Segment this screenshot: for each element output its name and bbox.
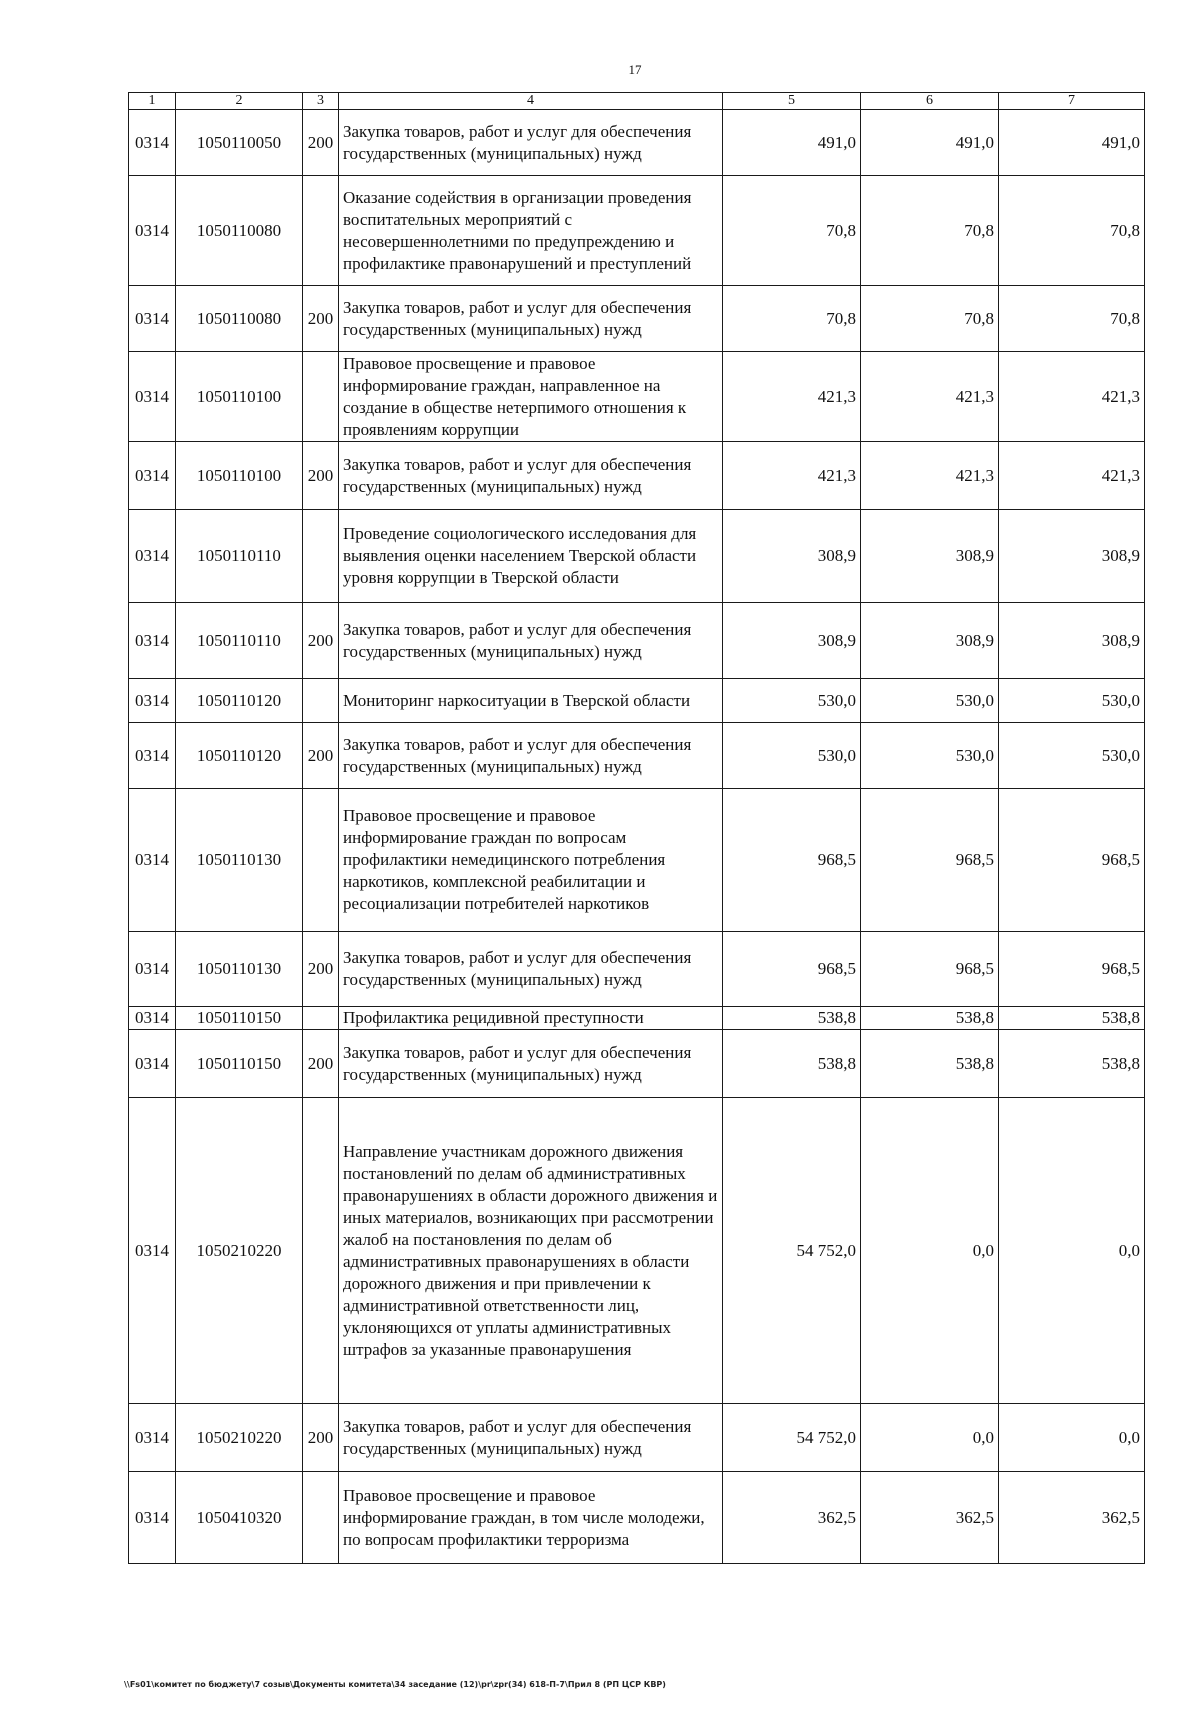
table-row <box>129 789 1145 932</box>
amount-col7: 70,8 <box>999 176 1145 286</box>
column-header: 6 <box>861 93 999 110</box>
item-name: Правовое просвещение и правовое информирование граждан, направленное на создание в обществе нетерпимого отношения к проявлениям коррупции <box>339 352 723 442</box>
expense-kind-code: 200 <box>303 1404 339 1472</box>
section-code: 0314 <box>129 1404 176 1472</box>
amount-col7: 0,0 <box>999 1404 1145 1472</box>
column-header: 3 <box>303 93 339 110</box>
column-number-row <box>129 93 1145 110</box>
amount-col7: 968,5 <box>999 932 1145 1007</box>
section-code: 0314 <box>129 176 176 286</box>
amount-col6: 362,5 <box>861 1472 999 1564</box>
item-name: Мониторинг наркоситуации в Тверской области <box>339 679 723 723</box>
table-row <box>129 510 1145 603</box>
amount-col5: 54 752,0 <box>723 1098 861 1404</box>
item-name: Профилактика рецидивной преступности <box>339 1007 723 1030</box>
expense-kind-code <box>303 176 339 286</box>
amount-col5: 530,0 <box>723 679 861 723</box>
item-name: Проведение социологического исследования для выявления оценки населением Тверской области уровня коррупции в Тверской области <box>339 510 723 603</box>
amount-col5: 421,3 <box>723 352 861 442</box>
target-article-code: 1050110130 <box>176 932 303 1007</box>
table-row <box>129 442 1145 510</box>
expense-kind-code <box>303 352 339 442</box>
expense-kind-code <box>303 679 339 723</box>
expense-kind-code: 200 <box>303 110 339 176</box>
table-row <box>129 1030 1145 1098</box>
amount-col6: 308,9 <box>861 510 999 603</box>
column-header: 7 <box>999 93 1145 110</box>
amount-col5: 70,8 <box>723 286 861 352</box>
section-code: 0314 <box>129 352 176 442</box>
amount-col5: 538,8 <box>723 1007 861 1030</box>
expense-kind-code <box>303 510 339 603</box>
amount-col6: 968,5 <box>861 932 999 1007</box>
expense-kind-code: 200 <box>303 603 339 679</box>
amount-col5: 538,8 <box>723 1030 861 1098</box>
table-row <box>129 286 1145 352</box>
target-article-code: 1050110110 <box>176 603 303 679</box>
amount-col5: 968,5 <box>723 789 861 932</box>
amount-col5: 530,0 <box>723 723 861 789</box>
amount-col6: 538,8 <box>861 1030 999 1098</box>
expense-kind-code: 200 <box>303 442 339 510</box>
amount-col7: 530,0 <box>999 723 1145 789</box>
section-code: 0314 <box>129 110 176 176</box>
amount-col7: 308,9 <box>999 603 1145 679</box>
table-row <box>129 110 1145 176</box>
item-name: Закупка товаров, работ и услуг для обеспечения государственных (муниципальных) нужд <box>339 110 723 176</box>
table-row <box>129 932 1145 1007</box>
expense-kind-code <box>303 1098 339 1404</box>
expense-kind-code <box>303 789 339 932</box>
amount-col5: 421,3 <box>723 442 861 510</box>
amount-col7: 0,0 <box>999 1098 1145 1404</box>
column-header: 1 <box>129 93 176 110</box>
target-article-code: 1050110150 <box>176 1007 303 1030</box>
table-row <box>129 1404 1145 1472</box>
expense-kind-code: 200 <box>303 932 339 1007</box>
section-code: 0314 <box>129 932 176 1007</box>
expense-kind-code: 200 <box>303 286 339 352</box>
amount-col6: 0,0 <box>861 1404 999 1472</box>
target-article-code: 1050410320 <box>176 1472 303 1564</box>
amount-col7: 491,0 <box>999 110 1145 176</box>
amount-col7: 538,8 <box>999 1007 1145 1030</box>
target-article-code: 1050210220 <box>176 1404 303 1472</box>
section-code: 0314 <box>129 603 176 679</box>
page-number: 17 <box>628 62 642 77</box>
amount-col7: 538,8 <box>999 1030 1145 1098</box>
item-name: Оказание содействия в организации проведения воспитательных мероприятий с несовершеннолетними по предупреждению и профилактике правонарушений и преступлений <box>339 176 723 286</box>
section-code: 0314 <box>129 789 176 932</box>
amount-col5: 491,0 <box>723 110 861 176</box>
amount-col6: 0,0 <box>861 1098 999 1404</box>
item-name: Закупка товаров, работ и услуг для обеспечения государственных (муниципальных) нужд <box>339 603 723 679</box>
table-row <box>129 176 1145 286</box>
amount-col5: 362,5 <box>723 1472 861 1564</box>
target-article-code: 1050110150 <box>176 1030 303 1098</box>
amount-col6: 308,9 <box>861 603 999 679</box>
amount-col6: 70,8 <box>861 176 999 286</box>
amount-col6: 491,0 <box>861 110 999 176</box>
target-article-code: 1050110100 <box>176 442 303 510</box>
table-row <box>129 603 1145 679</box>
item-name: Закупка товаров, работ и услуг для обеспечения государственных (муниципальных) нужд <box>339 1030 723 1098</box>
amount-col6: 421,3 <box>861 352 999 442</box>
amount-col7: 308,9 <box>999 510 1145 603</box>
budget-table <box>128 92 1145 1564</box>
column-header: 4 <box>339 93 723 110</box>
amount-col5: 308,9 <box>723 510 861 603</box>
expense-kind-code: 200 <box>303 1030 339 1098</box>
table-row <box>129 723 1145 789</box>
amount-col5: 70,8 <box>723 176 861 286</box>
target-article-code: 1050110130 <box>176 789 303 932</box>
section-code: 0314 <box>129 1472 176 1564</box>
target-article-code: 1050210220 <box>176 1098 303 1404</box>
expense-kind-code <box>303 1007 339 1030</box>
target-article-code: 1050110080 <box>176 176 303 286</box>
amount-col6: 70,8 <box>861 286 999 352</box>
amount-col6: 530,0 <box>861 679 999 723</box>
item-name: Закупка товаров, работ и услуг для обеспечения государственных (муниципальных) нужд <box>339 932 723 1007</box>
target-article-code: 1050110080 <box>176 286 303 352</box>
amount-col7: 70,8 <box>999 286 1145 352</box>
item-name: Направление участникам дорожного движения постановлений по делам об административных правонарушениях в области дорожного движения и иных материалов, возникающих при рассмотрении жалоб на постановления по делам об административных правонарушениях в области дорожного движения и при привлечении к административной ответственности лиц, уклоняющихся от уплаты административных штрафов за указанные правонарушения <box>339 1098 723 1404</box>
item-name: Закупка товаров, работ и услуг для обеспечения государственных (муниципальных) нужд <box>339 723 723 789</box>
expense-kind-code <box>303 1472 339 1564</box>
item-name: Правовое просвещение и правовое информирование граждан, в том числе молодежи, по вопросам профилактики терроризма <box>339 1472 723 1564</box>
target-article-code: 1050110120 <box>176 679 303 723</box>
footer-file-path: \\Fs01\комитет по бюджету\7 созыв\Документы комитета\34 заседание (12)\pr\zpr(34) 618-П-7\Прил 8 (РП ЦСР КВР) <box>124 1680 666 1689</box>
section-code: 0314 <box>129 1007 176 1030</box>
target-article-code: 1050110120 <box>176 723 303 789</box>
amount-col5: 54 752,0 <box>723 1404 861 1472</box>
amount-col7: 968,5 <box>999 789 1145 932</box>
amount-col6: 538,8 <box>861 1007 999 1030</box>
amount-col5: 968,5 <box>723 932 861 1007</box>
amount-col7: 362,5 <box>999 1472 1145 1564</box>
expense-kind-code: 200 <box>303 723 339 789</box>
table-row <box>129 1007 1145 1030</box>
section-code: 0314 <box>129 1030 176 1098</box>
amount-col7: 530,0 <box>999 679 1145 723</box>
section-code: 0314 <box>129 442 176 510</box>
table-row <box>129 679 1145 723</box>
target-article-code: 1050110050 <box>176 110 303 176</box>
amount-col6: 530,0 <box>861 723 999 789</box>
section-code: 0314 <box>129 679 176 723</box>
amount-col7: 421,3 <box>999 352 1145 442</box>
column-header: 2 <box>176 93 303 110</box>
amount-col7: 421,3 <box>999 442 1145 510</box>
table-row <box>129 352 1145 442</box>
amount-col5: 308,9 <box>723 603 861 679</box>
item-name: Закупка товаров, работ и услуг для обеспечения государственных (муниципальных) нужд <box>339 442 723 510</box>
section-code: 0314 <box>129 510 176 603</box>
table-row <box>129 1472 1145 1564</box>
column-header: 5 <box>723 93 861 110</box>
target-article-code: 1050110100 <box>176 352 303 442</box>
section-code: 0314 <box>129 1098 176 1404</box>
item-name: Закупка товаров, работ и услуг для обеспечения государственных (муниципальных) нужд <box>339 286 723 352</box>
amount-col6: 421,3 <box>861 442 999 510</box>
section-code: 0314 <box>129 723 176 789</box>
table-row <box>129 1098 1145 1404</box>
item-name: Закупка товаров, работ и услуг для обеспечения государственных (муниципальных) нужд <box>339 1404 723 1472</box>
amount-col6: 968,5 <box>861 789 999 932</box>
target-article-code: 1050110110 <box>176 510 303 603</box>
section-code: 0314 <box>129 286 176 352</box>
item-name: Правовое просвещение и правовое информирование граждан по вопросам профилактики немедицинского потребления наркотиков, комплексной реабилитации и ресоциализации потребителей наркотиков <box>339 789 723 932</box>
